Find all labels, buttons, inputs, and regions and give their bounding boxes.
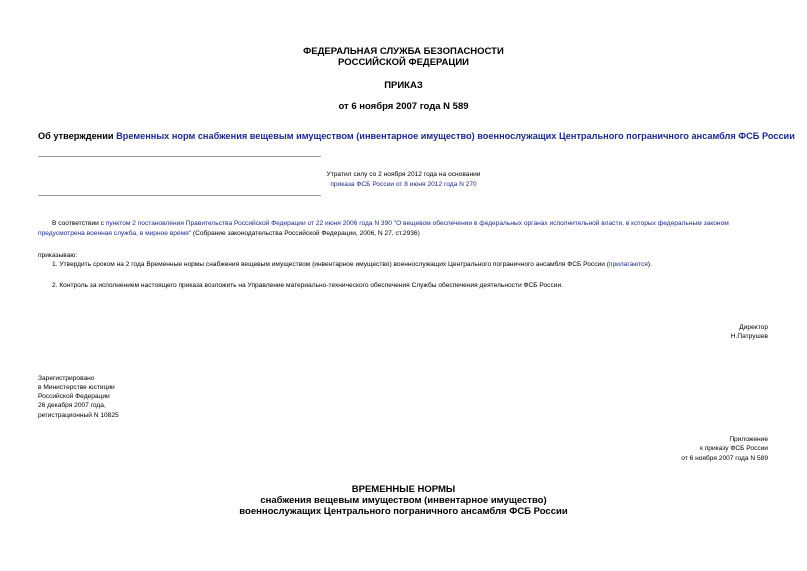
signature-name: Н.Патрушев xyxy=(730,333,768,340)
registration-line-4: 26 декабря 2007 года, xyxy=(38,402,106,409)
preamble-prefix: В соответствии с xyxy=(52,220,106,227)
norms-line-2: снабжения вещевым имуществом (инвентарное имущество) xyxy=(260,495,547,506)
appendix-line-2: к приказу ФСБ России xyxy=(699,445,768,452)
norms-line-3: военнослужащих Центрального пограничного ансамбля ФСБ России xyxy=(239,506,568,517)
registration-line-5: регистрационный N 10825 xyxy=(38,412,119,419)
doc-type: ПРИКАЗ xyxy=(384,80,423,91)
item1-suffix: ). xyxy=(647,261,652,268)
signature-position: Директор xyxy=(739,324,768,331)
agency-line-1: ФЕДЕРАЛЬНАЯ СЛУЖБА БЕЗОПАСНОСТИ xyxy=(303,46,504,57)
registration-line-2: в Министерстве юстиции xyxy=(38,384,115,391)
doc-title xyxy=(38,131,795,142)
title-prefix: Об утверждении xyxy=(38,131,117,141)
divider-top xyxy=(38,156,321,157)
registration-line-3: Российской Федерации xyxy=(38,393,110,400)
registration-line-1: Зарегистрировано xyxy=(38,375,95,382)
doc-date: от 6 ноября 2007 года N 589 xyxy=(338,101,469,112)
item1-link[interactable]: прилагаются xyxy=(608,261,648,268)
appendix-line-3: от 6 ноября 2007 года N 589 xyxy=(681,455,768,462)
preamble-paragraph xyxy=(38,219,770,238)
agency-line-2: РОССИЙСКОЙ ФЕДЕРАЦИИ xyxy=(337,57,469,68)
status-link[interactable]: приказа ФСБ России от 8 июня 2012 года N 270 xyxy=(330,181,477,188)
order-item-2: 2. Контроль за исполнением настоящего приказа возложить на Управление материально-технического обеспечения Службы обеспечения деятельности ФСБ России. xyxy=(52,282,563,289)
preamble-suffix: (Собрание законодательства Российской Федерации, 2006, N 27, ст.2936) xyxy=(191,229,420,237)
status-text: Утратил силу со 2 ноября 2012 года на основании xyxy=(326,171,481,178)
title-link[interactable]: Временных норм снабжения вещевым имуществом (инвентарное имущество) военнослужащих Центрального пограничного ансамбля ФСБ России xyxy=(116,131,795,141)
preamble-link[interactable]: пунктом 2 постановления Правительства Российской Федерации от 22 июня 2006 года N 390 "О вещевом обеспечении в федеральных органах исполнительной власти, в которых федеральным законом предусмотрена военная служба, в мирное время" xyxy=(38,220,729,237)
order-item-1 xyxy=(52,260,782,270)
order-word: приказываю: xyxy=(38,252,78,259)
norms-title: ВРЕМЕННЫЕ НОРМЫ xyxy=(351,484,456,495)
appendix-line-1: Приложение xyxy=(729,436,768,443)
item1-prefix: 1. Утвердить сроком на 2 года Временные нормы снабжения вещевым имуществом (инвентарное имущество) военнослужащих Центрального пограничного ансамбля ФСБ России ( xyxy=(52,261,609,268)
divider-bottom xyxy=(38,195,321,196)
